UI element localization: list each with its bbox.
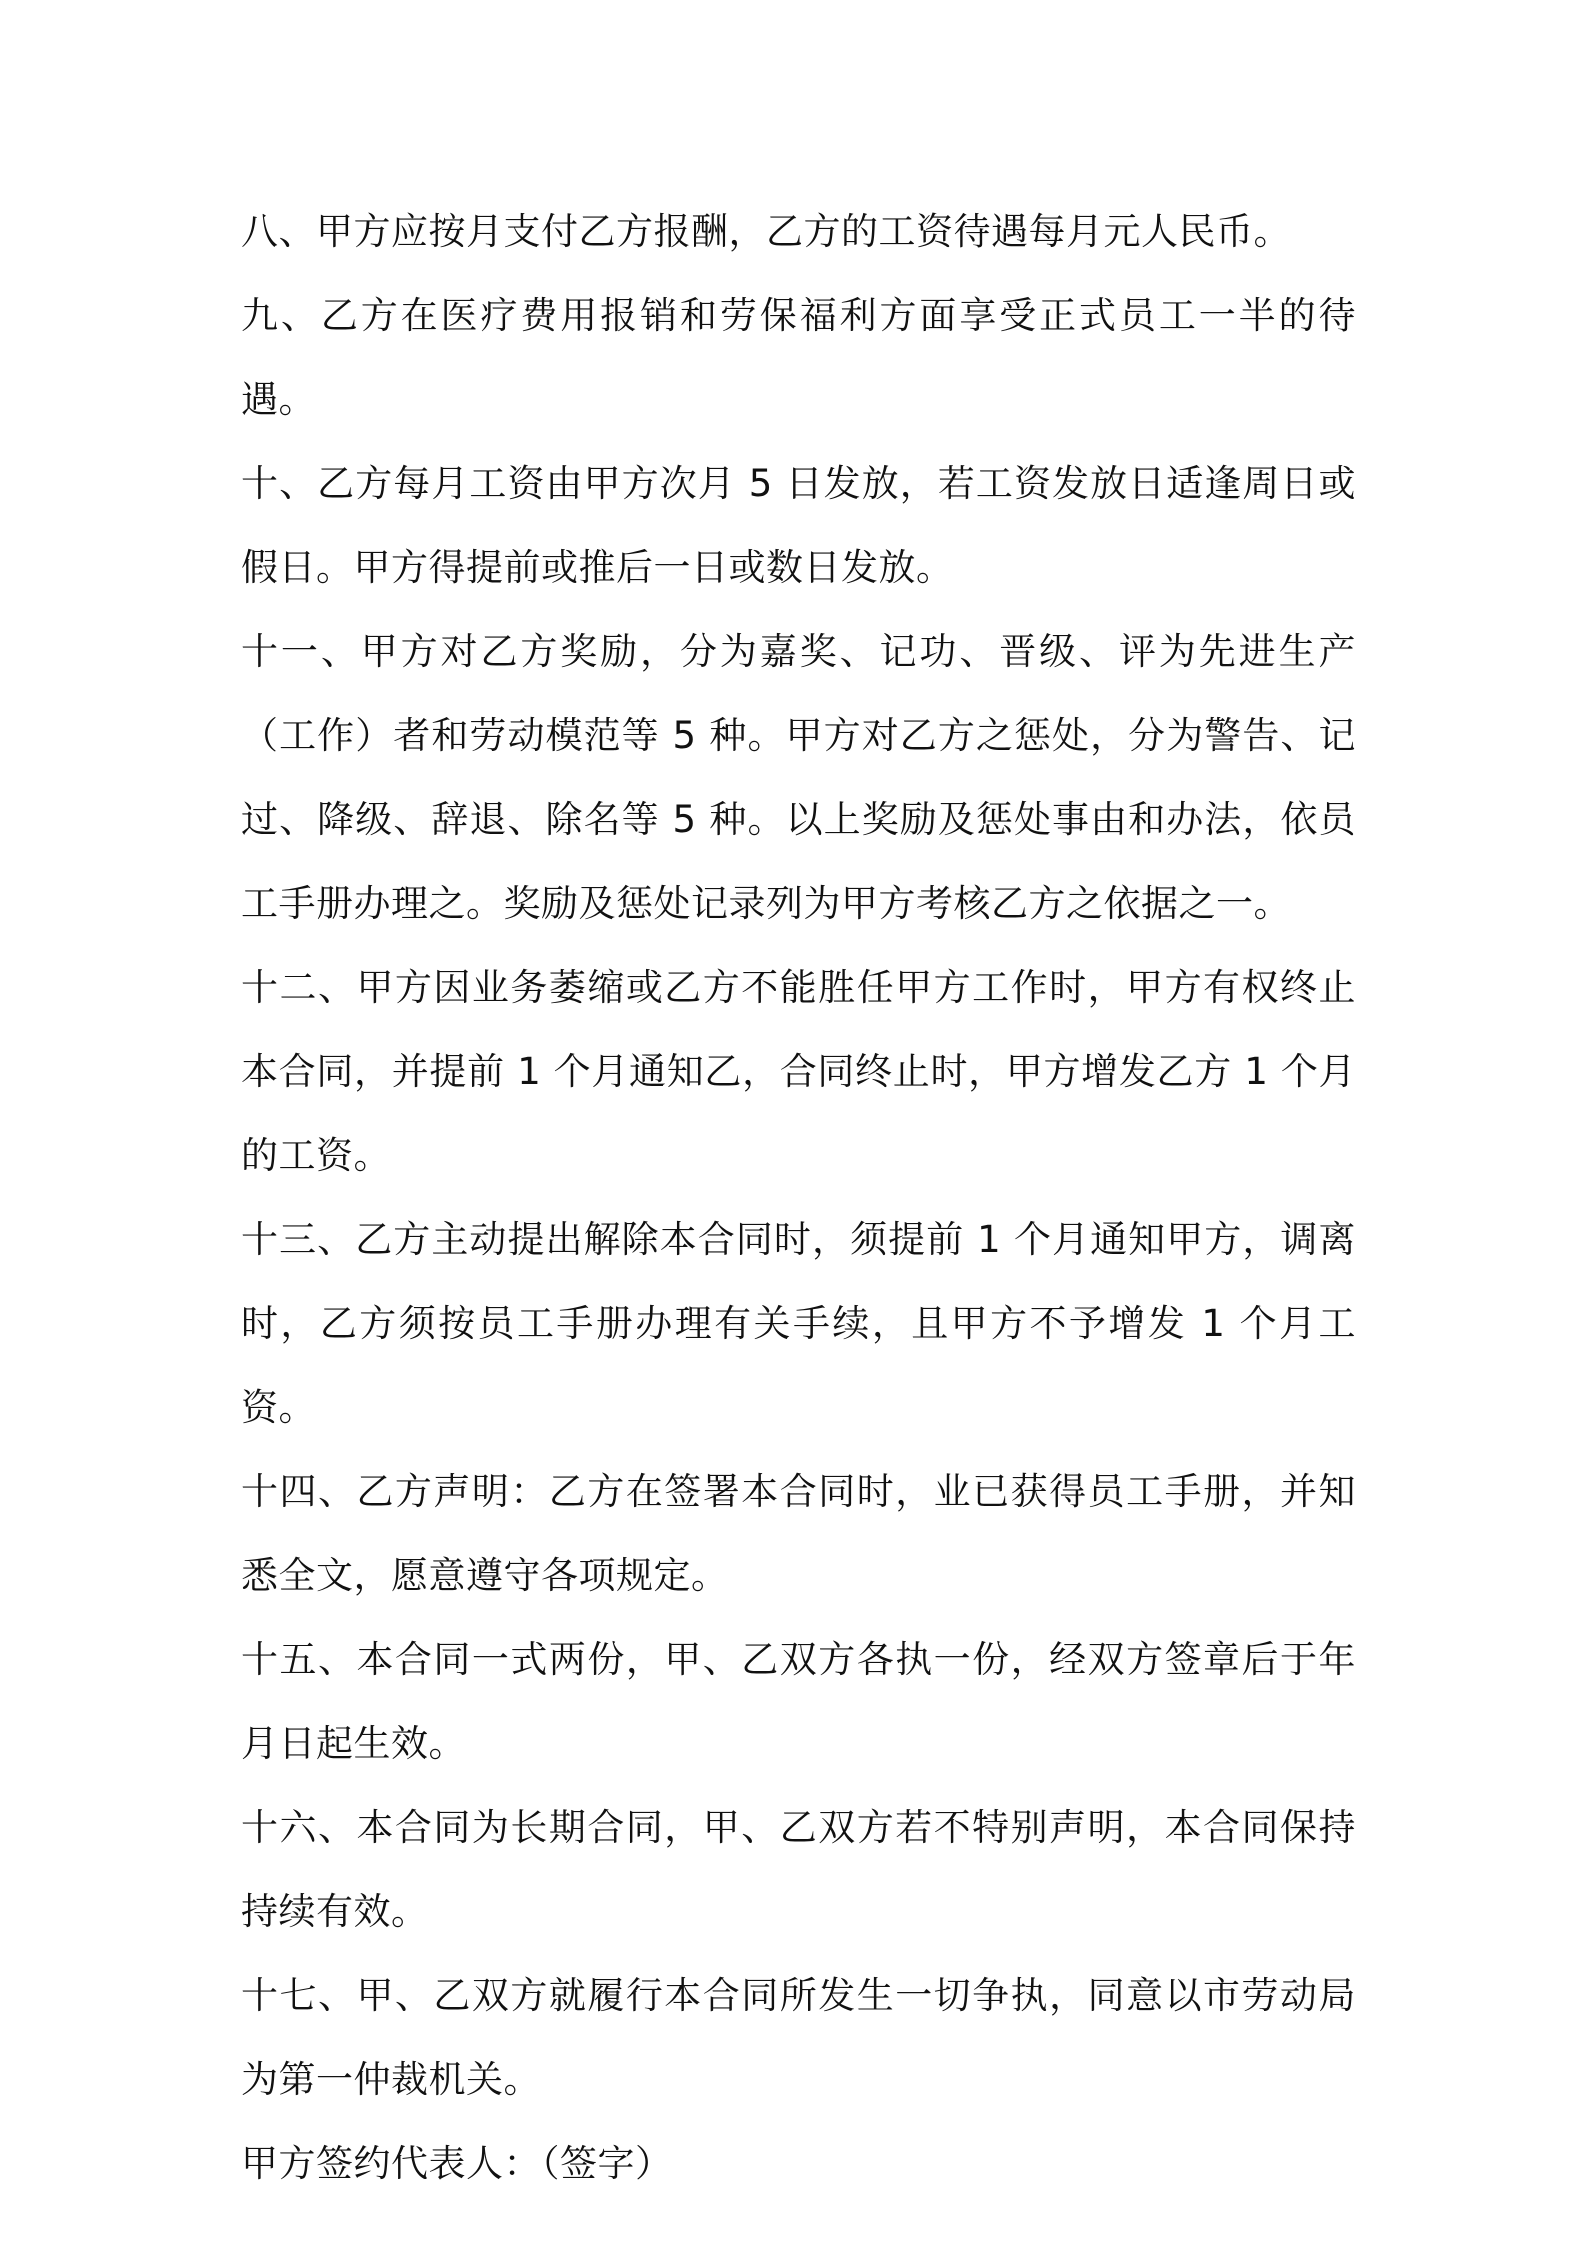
- clause-8: 八、甲方应按月支付乙方报酬，乙方的工资待遇每月元人民币。: [241, 210, 1291, 253]
- clause-16: 十六、本合同为长期合同，甲、乙双方若不特别声明，本合同保持持续有效。: [241, 1806, 1356, 1933]
- clause-11: 十一、甲方对乙方奖励，分为嘉奖、记功、晋级、评为先进生产（工作）者和劳动模范等 5 种。甲方对乙方之惩处，分为警告、记过、降级、辞退、除名等 5 种。以上奖励及惩处事由和办法，依员工手册办理之。奖励及惩处记录列为甲方考核乙方之依据之一。: [241, 630, 1356, 925]
- clause-14: 十四、乙方声明：乙方在签署本合同时，业已获得员工手册，并知悉全文，愿意遵守各项规定。: [241, 1470, 1356, 1597]
- clause-9: 九、乙方在医疗费用报销和劳保福利方面享受正式员工一半的待遇。: [241, 294, 1356, 421]
- clause-12: 十二、甲方因业务萎缩或乙方不能胜任甲方工作时，甲方有权终止本合同，并提前 1 个月通知乙，合同终止时，甲方增发乙方 1 个月的工资。: [241, 966, 1356, 1177]
- clause-15: 十五、本合同一式两份，甲、乙双方各执一份，经双方签章后于年月日起生效。: [241, 1638, 1356, 1765]
- clause-10: 十、乙方每月工资由甲方次月 5 日发放，若工资发放日适逢周日或假日。甲方得提前或推后一日或数日发放。: [241, 462, 1356, 589]
- party-a-signature-line: 甲方签约代表人：（签字）: [241, 2142, 673, 2185]
- clause-13: 十三、乙方主动提出解除本合同时，须提前 1 个月通知甲方，调离时，乙方须按员工手册办理有关手续，且甲方不予增发 1 个月工资。: [241, 1218, 1356, 1429]
- contract-body: [241, 190, 1356, 2206]
- clause-17: 十七、甲、乙双方就履行本合同所发生一切争执，同意以市劳动局为第一仲裁机关。: [241, 1974, 1356, 2101]
